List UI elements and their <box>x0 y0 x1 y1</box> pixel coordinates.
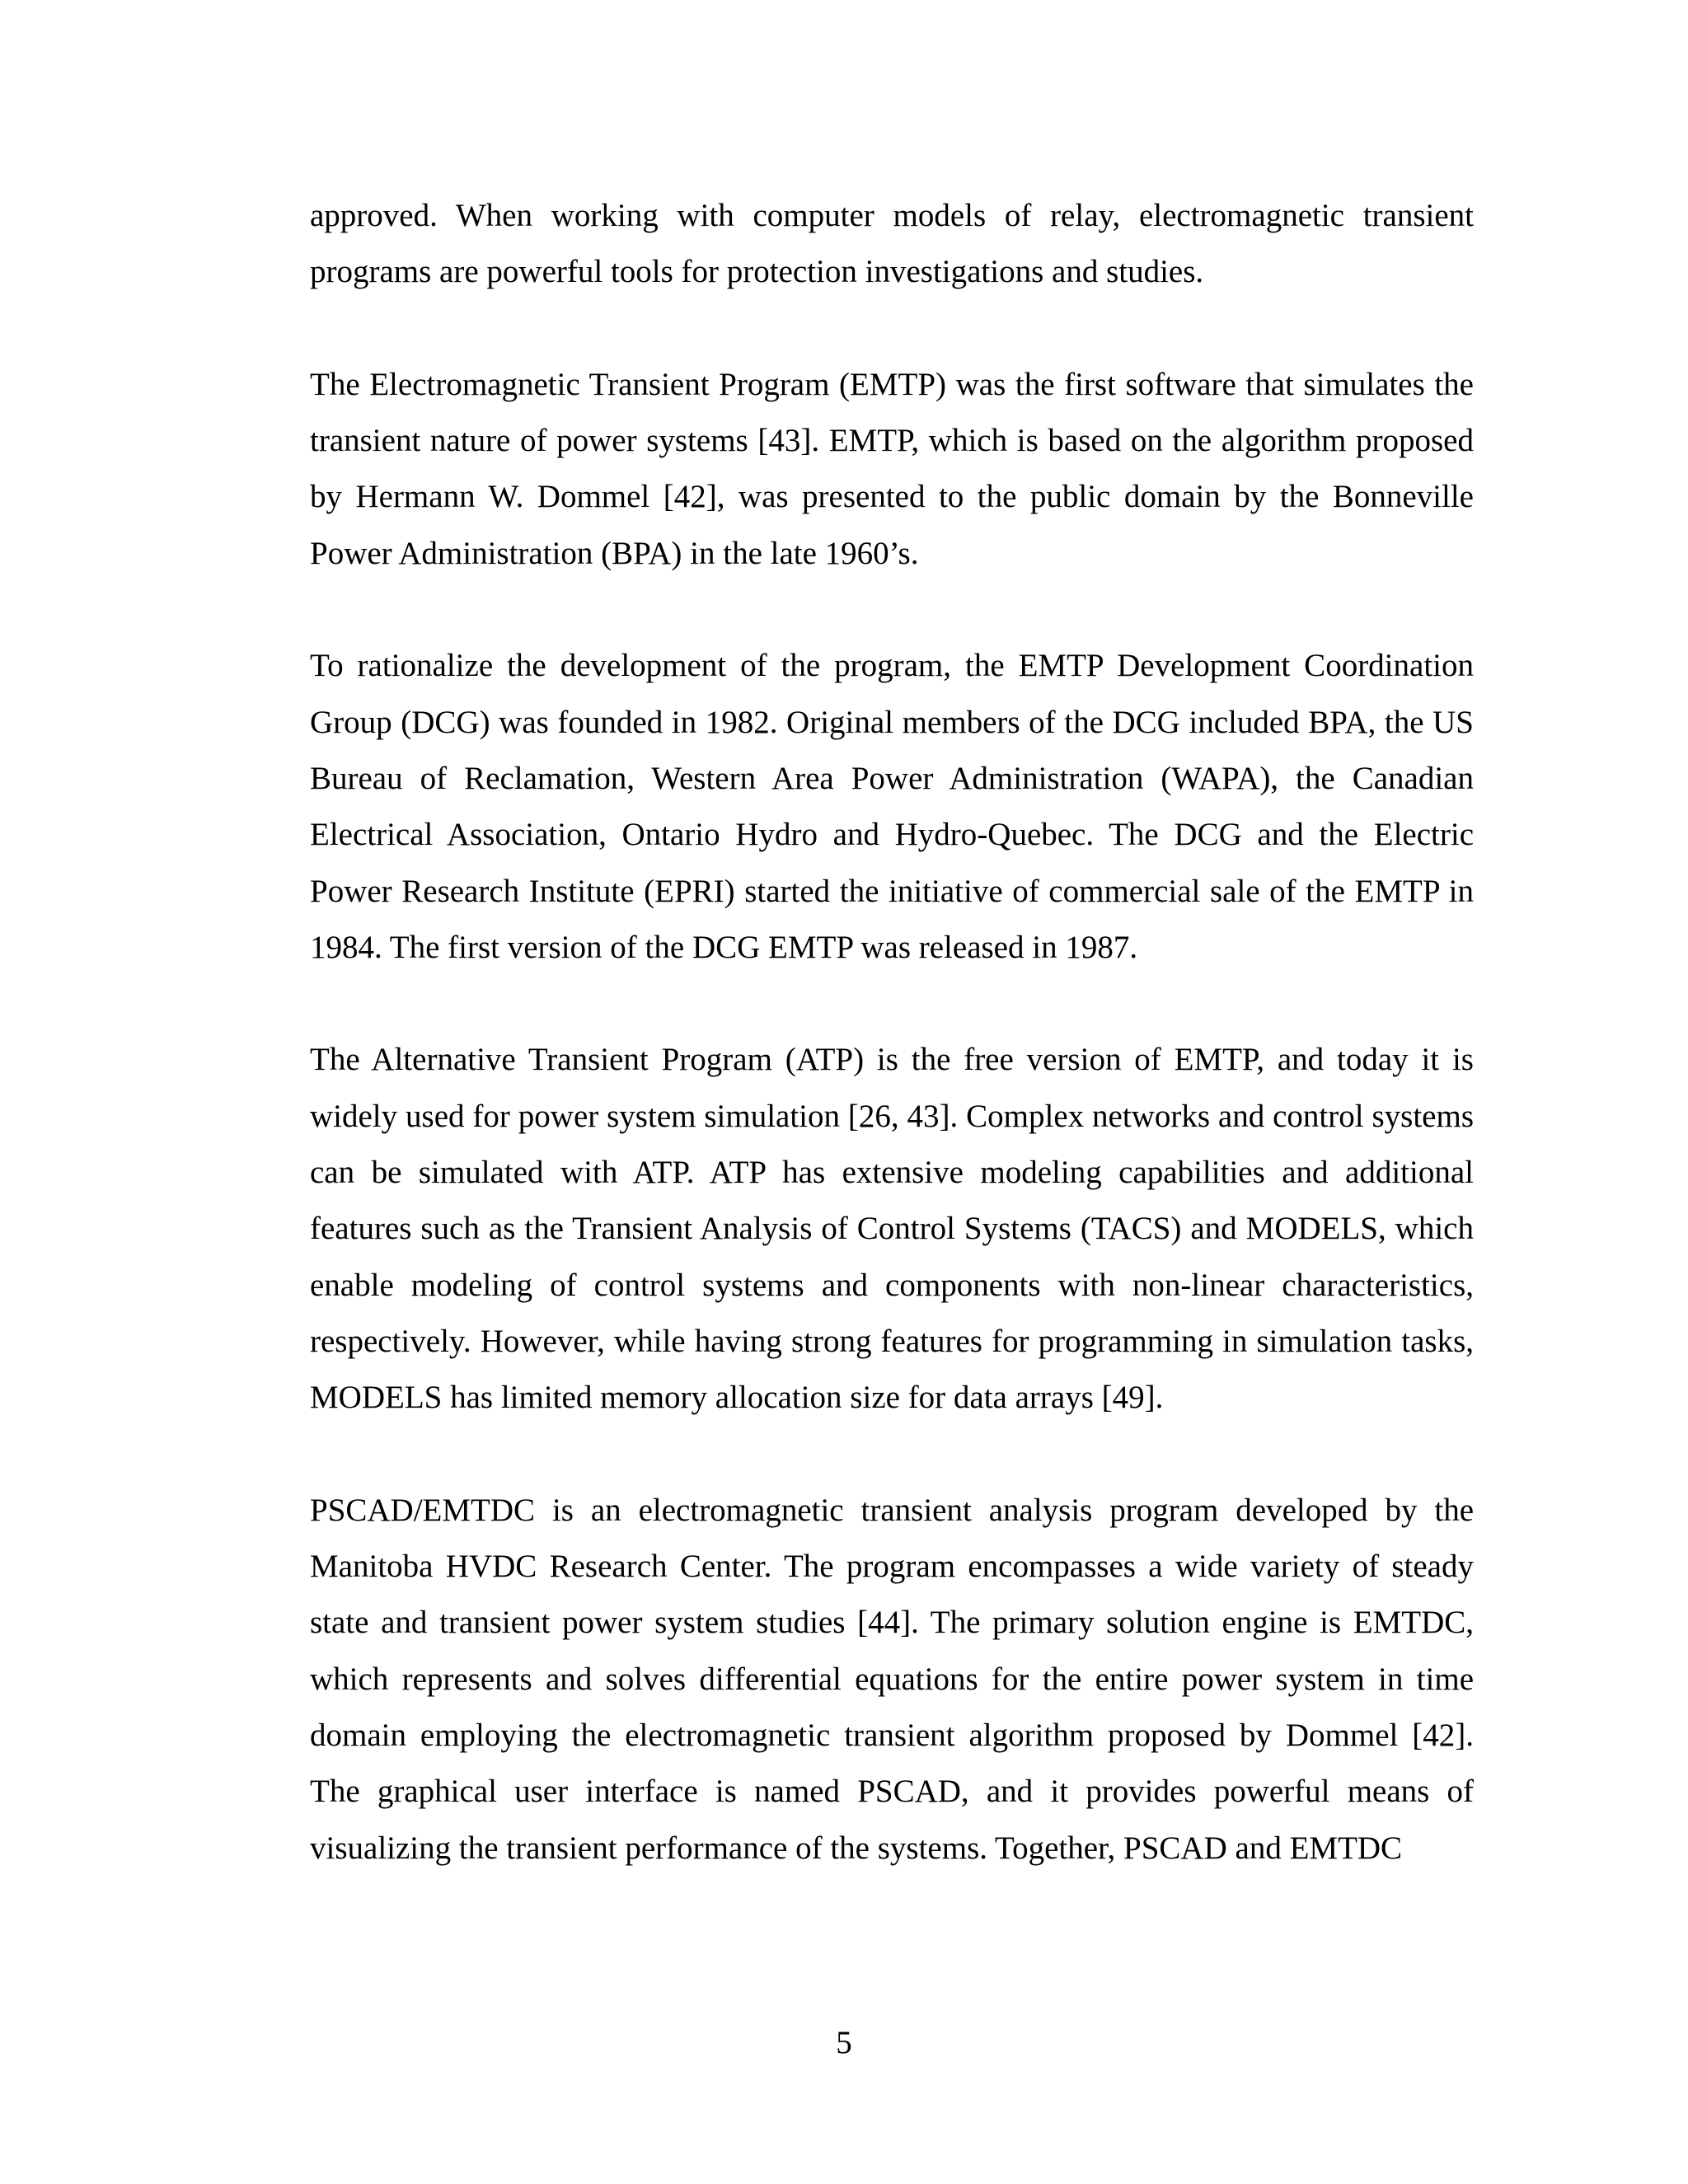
body-text <box>310 188 1474 1933</box>
paragraph-4: The Alternative Transient Program (ATP) is the free version of EMTP, and today it is widely used for power system simulation [26, 43]. Complex networks and control systems can be simulated with ATP. ATP has extensive modeling capabilities and additional features such as the Transient Analysis of Control Systems (TACS) and MODELS, which enable modeling of control systems and components with non-linear characteristics, respectively. However, while having strong features for programming in simulation tasks, MODELS has limited memory allocation size for data arrays [49]. <box>310 1042 1474 1416</box>
paragraph-5: PSCAD/EMTDC is an electromagnetic transient analysis program developed by the Manitoba HVDC Research Center. The program encompasses a wide variety of steady state and transient power system studies [44]. The primary solution engine is EMTDC, which represents and solves differential equations for the entire power system in time domain employing the electromagnetic transient algorithm proposed by Dommel [42]. The graphical user interface is named PSCAD, and it provides powerful means of visualizing the transient performance of the systems. Together, PSCAD and EMTDC <box>310 1492 1474 1866</box>
page-number: 5 <box>836 2025 852 2060</box>
paragraph-3: To rationalize the development of the program, the EMTP Development Coordination Group (DCG) was founded in 1982. Original members of the DCG included BPA, the US Bureau of Reclamation, Western Area Power Administration (WAPA), the Canadian Electrical Association, Ontario Hydro and Hydro-Quebec. The DCG and the Electric Power Research Institute (EPRI) started the initiative of commercial sale of the EMTP in 1984. The first version of the DCG EMTP was released in 1987. <box>310 648 1474 965</box>
paragraph-2: The Electromagnetic Transient Program (EMTP) was the first software that simulates the transient nature of power systems [43]. EMTP, which is based on the algorithm proposed by Hermann W. Dommel [42], was presented to the public domain by the Bonneville Power Administration (BPA) in the late 1960’s. <box>310 366 1474 571</box>
paragraph-1: approved. When working with computer models of relay, electromagnetic transient programs are powerful tools for protection investigations and studies. <box>310 198 1474 290</box>
